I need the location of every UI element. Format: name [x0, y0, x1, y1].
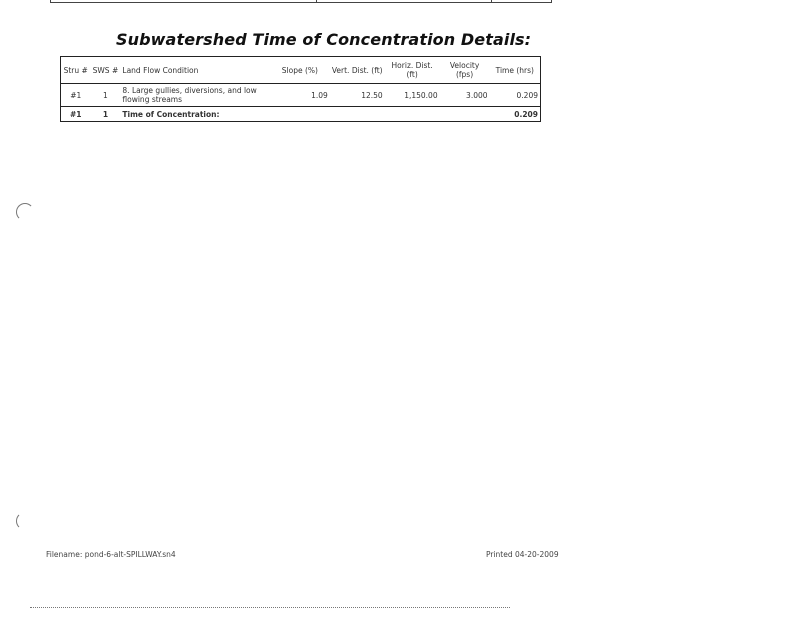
punch-hole-mark: [16, 512, 34, 530]
col-sws: SWS #: [90, 57, 120, 84]
cell-horiz: 1,150.00: [404, 90, 438, 100]
time-of-concentration-table: [60, 56, 541, 122]
top-table-edge: [50, 0, 552, 3]
summary-label: Time of Concentration:: [120, 107, 489, 122]
scan-artifact-line: [30, 607, 510, 609]
footer-printed-date: Printed 04-20-2009: [486, 550, 559, 559]
summary-row: [61, 107, 541, 122]
col-horiz: Horiz. Dist. (ft): [385, 57, 440, 84]
table-divider: [316, 0, 317, 2]
cell-condition: 8. Large gullies, diversions, and low flowing streams: [122, 86, 257, 104]
summary-time: 0.209: [490, 107, 541, 122]
summary-struct: #1: [61, 107, 91, 122]
col-condition: Land Flow Condition: [120, 57, 270, 84]
table-row: [61, 84, 541, 107]
col-velocity: Velocity (fps): [440, 57, 490, 84]
col-struct: Stru #: [61, 57, 91, 84]
table-header-row: [61, 57, 541, 84]
cell-slope: 1.09: [311, 90, 328, 100]
col-slope: Slope (%): [270, 57, 330, 84]
table-divider: [491, 0, 492, 2]
punch-hole-mark: [16, 203, 34, 221]
cell-sws: 1: [103, 90, 108, 100]
cell-struct: #1: [61, 84, 91, 107]
cell-time: 0.209: [490, 84, 541, 107]
summary-sws: 1: [90, 107, 120, 122]
page-title: Subwatershed Time of Concentration Details:: [116, 30, 532, 49]
cell-vert: 12.50: [361, 90, 383, 100]
col-time: Time (hrs): [490, 57, 541, 84]
col-vert: Vert. Dist. (ft): [330, 57, 385, 84]
cell-velocity: 3.000: [466, 90, 488, 100]
footer-filename: Filename: pond-6-alt-SPILLWAY.sn4: [46, 550, 176, 559]
